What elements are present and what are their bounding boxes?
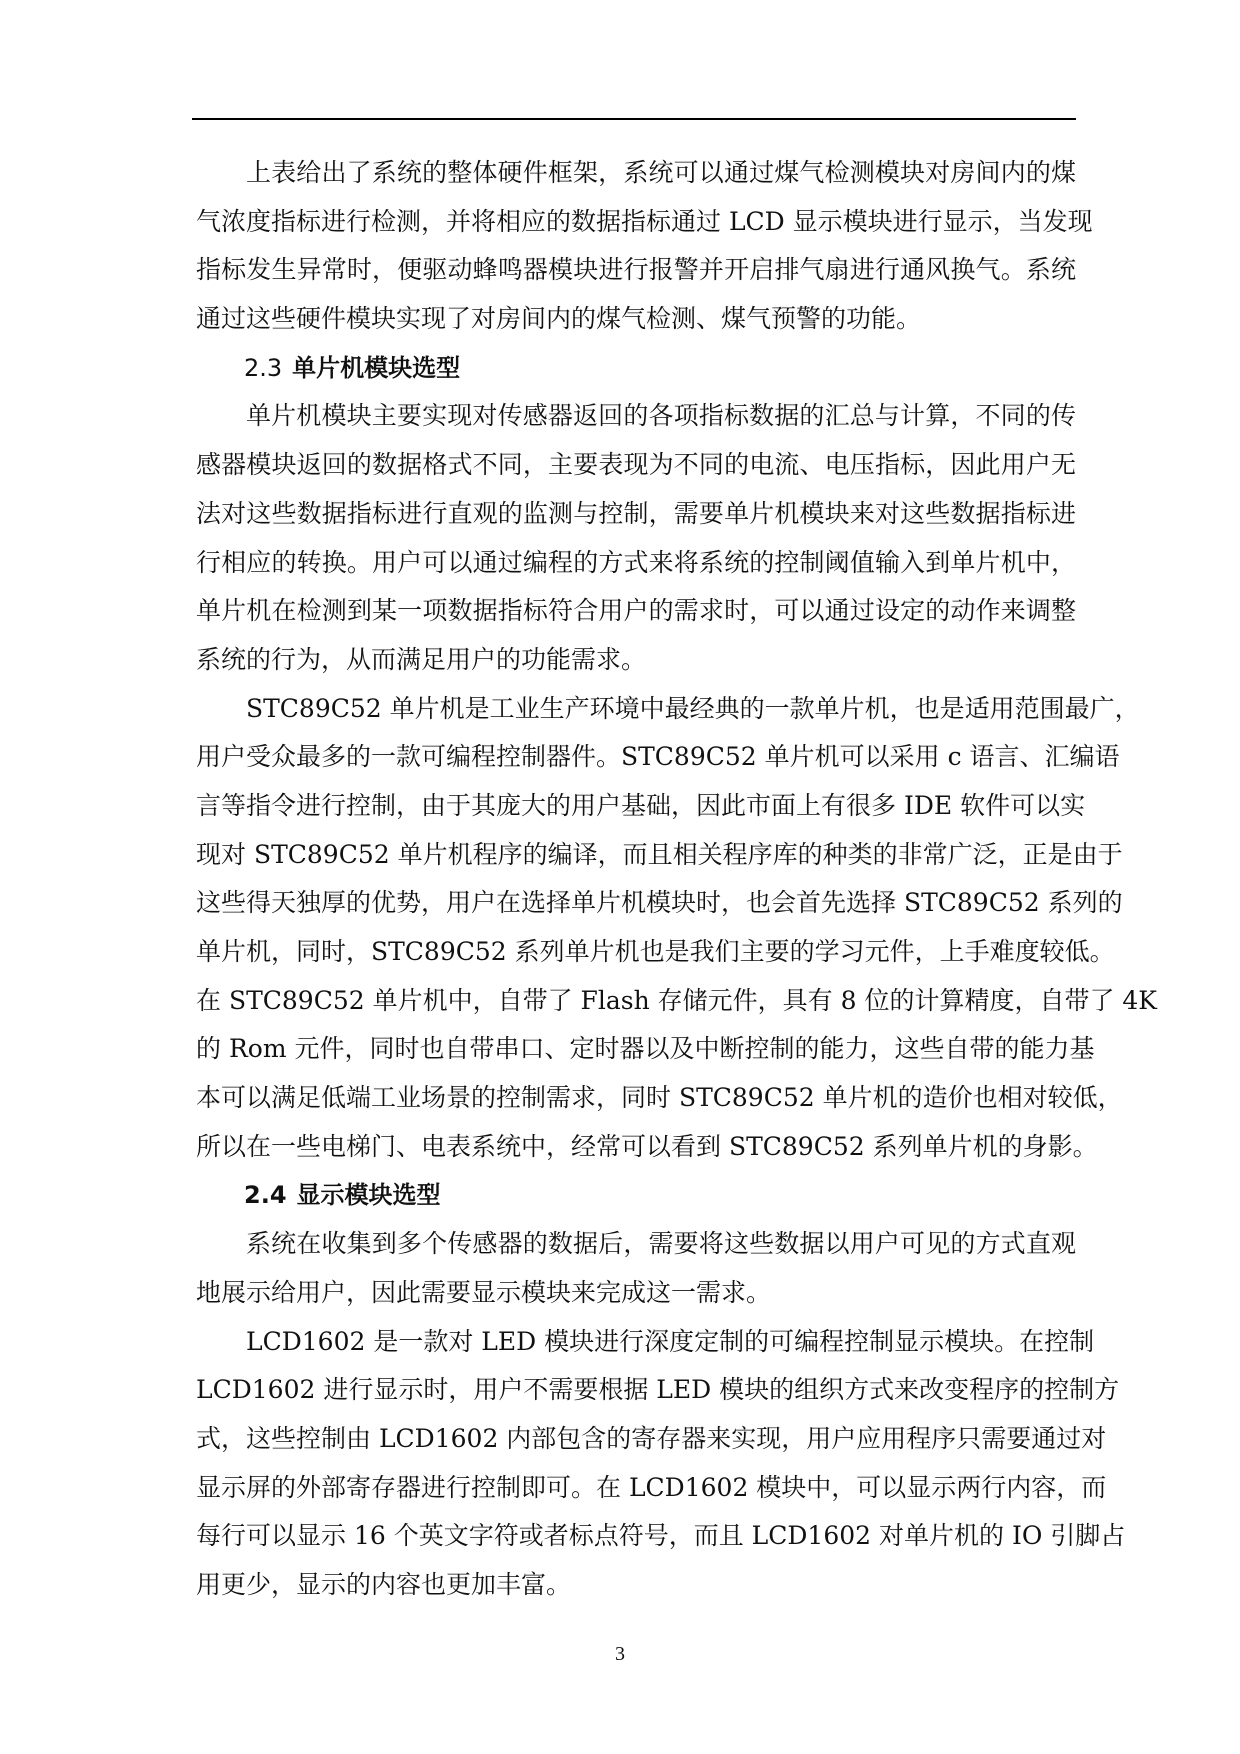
text-line: 行相应的转换。用户可以通过编程的方式来将系统的控制阈值输入到单片机中， <box>196 547 1076 577</box>
text-line: 式，这些控制由 LCD1602 内部包含的寄存器来实现，用户应用程序只需要通过对 <box>196 1423 1107 1453</box>
text-line: 单片机，同时，STC89C52 系列单片机也是我们主要的学习元件，上手难度较低。 <box>196 937 1115 966</box>
text-line: 地展示给用户，因此需要显示模块来完成这一需求。 <box>196 1277 772 1307</box>
text-line: 单片机在检测到某一项数据指标符合用户的需求时，可以通过设定的动作来调整 <box>196 596 1076 626</box>
text-line: LCD1602 是一款对 LED 模块进行深度定制的可编程控制显示模块。在控制 <box>246 1326 1095 1356</box>
text-line: 通过这些硬件模块实现了对房间内的煤气检测、煤气预警的功能。 <box>196 304 922 334</box>
text-line: 系统在收集到多个传感器的数据后，需要将这些数据以用户可见的方式直观 <box>246 1229 1076 1259</box>
document-body <box>196 149 1157 1610</box>
paragraph <box>196 149 1093 344</box>
paragraph <box>196 1220 1076 1317</box>
text-line: 现对 STC89C52 单片机程序的编译，而且相关程序库的种类的非常广泛，正是由于 <box>196 839 1123 869</box>
text-line: 感器模块返回的数据格式不同，主要表现为不同的电流、电压指标，因此用户无 <box>196 450 1076 480</box>
section-number: 2.3 <box>244 353 283 382</box>
text-line: 这些得天独厚的优势，用户在选择单片机模块时，也会首先选择 STC89C52 系列的 <box>196 888 1123 918</box>
text-line: 气浓度指标进行检测，并将相应的数据指标通过 LCD 显示模块进行显示，当发现 <box>196 206 1093 236</box>
section-title: 单片机模块选型 <box>292 353 461 382</box>
text-line: 上表给出了系统的整体硬件框架，系统可以通过煤气检测模块对房间内的煤 <box>246 158 1076 187</box>
text-line: 指标发生异常时，便驱动蜂鸣器模块进行报警并开启排气扇进行通风换气。系统 <box>196 255 1076 285</box>
text-line: 所以在一些电梯门、电表系统中，经常可以看到 STC89C52 系列单片机的身影。 <box>196 1131 1098 1161</box>
text-line: 法对这些数据指标进行直观的监测与控制，需要单片机模块来对这些数据指标进 <box>196 498 1076 528</box>
text-line: STC89C52 单片机是工业生产环境中最经典的一款单片机，也是适用范围最广， <box>246 693 1140 723</box>
text-line: 系统的行为，从而满足用户的功能需求。 <box>196 644 647 674</box>
text-line: 言等指令进行控制，由于其庞大的用户基础，因此市面上有很多 IDE 软件可以实 <box>196 790 1086 820</box>
paragraph <box>196 685 1157 1172</box>
text-line: 在 STC89C52 单片机中，自带了 Flash 存储元件，具有 8 位的计算精度，自带了 4K <box>196 985 1157 1015</box>
paragraph <box>196 1318 1126 1610</box>
section-heading <box>196 1171 1076 1220</box>
text-line: LCD1602 进行显示时，用户不需要根据 LED 模块的组织方式来改变程序的控制方 <box>196 1375 1120 1405</box>
paragraph <box>196 392 1076 684</box>
text-line: 每行可以显示 16 个英文字符或者标点符号，而且 LCD1602 对单片机的 IO 引脚占 <box>196 1521 1126 1551</box>
text-line: 的 Rom 元件，同时也自带串口、定时器以及中断控制的能力，这些自带的能力基 <box>196 1034 1095 1064</box>
text-line: 用户受众最多的一款可编程控制器件。STC89C52 单片机可以采用 c 语言、汇编语 <box>196 742 1120 772</box>
text-line: 显示屏的外部寄存器进行控制即可。在 LCD1602 模块中，可以显示两行内容，而 <box>196 1472 1107 1502</box>
section-title: 显示模块选型 <box>296 1181 441 1210</box>
text-line: 用更少，显示的内容也更加丰富。 <box>196 1569 572 1599</box>
section-number: 2.4 <box>244 1181 287 1210</box>
page-number: 3 <box>615 1643 625 1665</box>
section-heading <box>196 344 1076 393</box>
header-rule <box>192 118 1076 120</box>
text-line: 本可以满足低端工业场景的控制需求，同时 STC89C52 单片机的造价也相对较低， <box>196 1083 1123 1113</box>
text-line: 单片机模块主要实现对传感器返回的各项指标数据的汇总与计算，不同的传 <box>246 401 1076 431</box>
